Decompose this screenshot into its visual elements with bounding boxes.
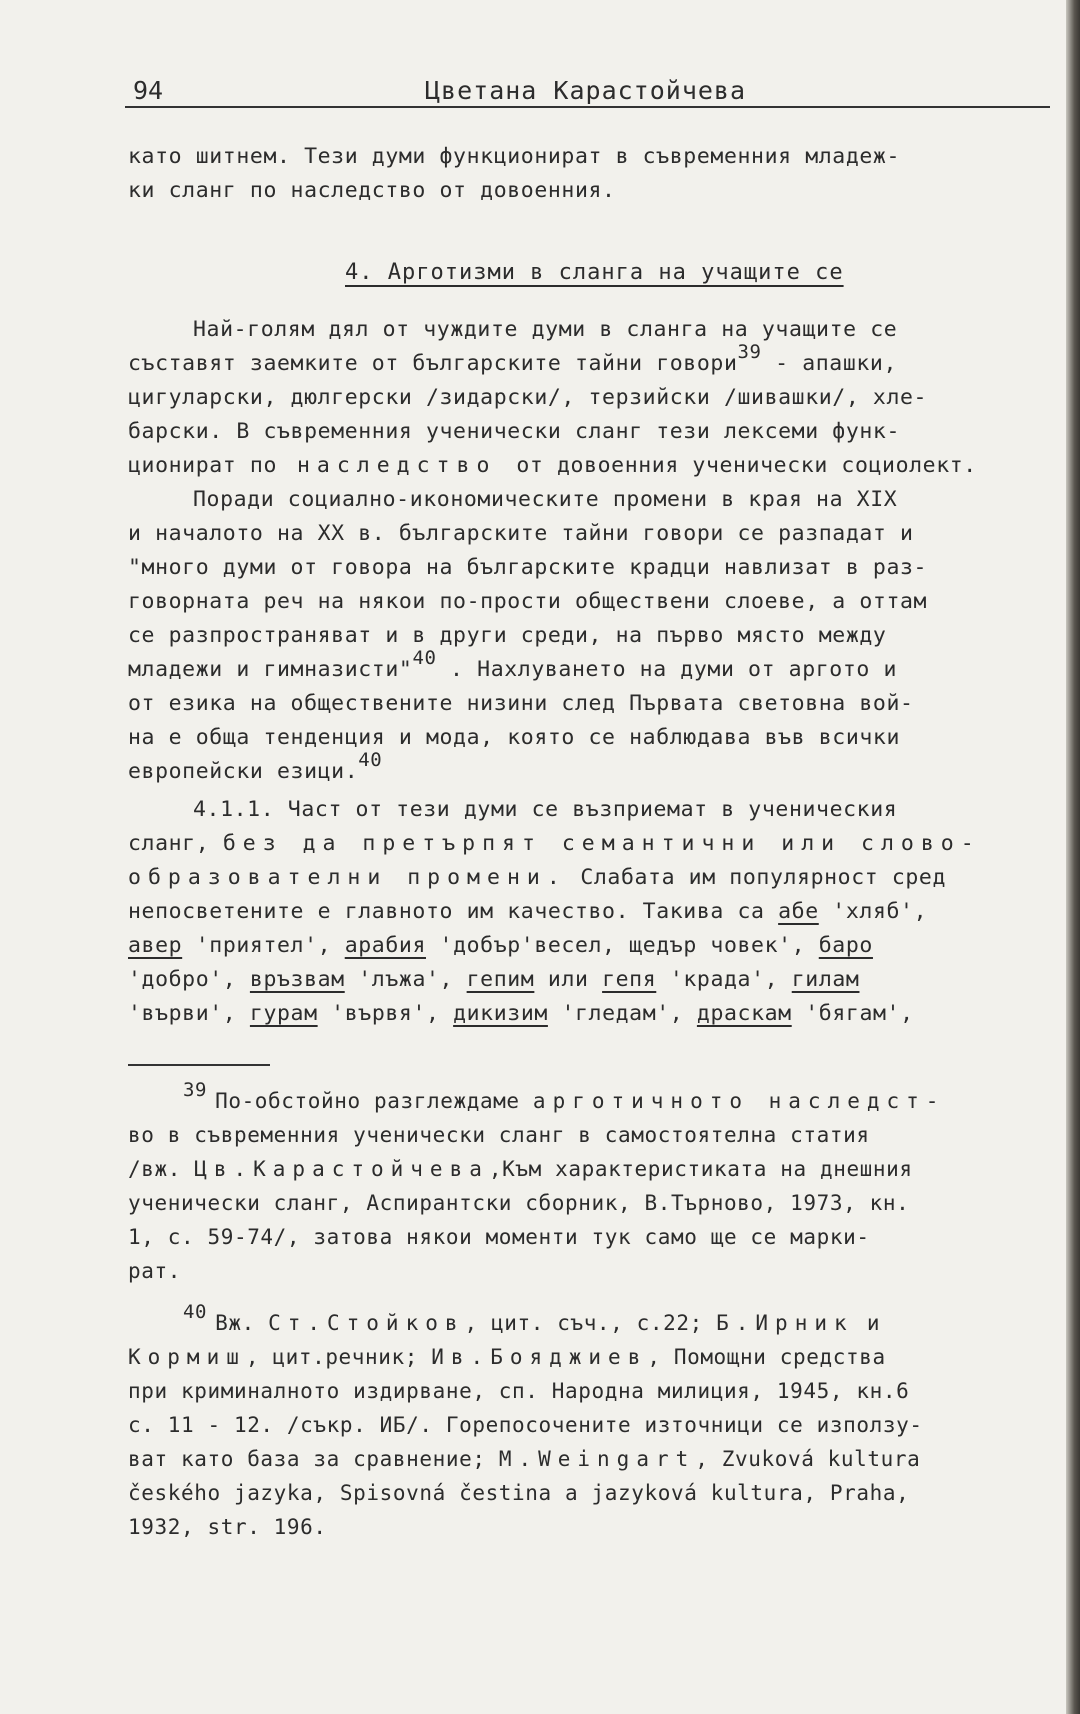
text-line: Кормиш, цит.речник; Ив.Бояджиев, Помощни средства — [128, 1345, 886, 1369]
text-line: českého jazyka, Spisovná čestina a jazyková kultura, Praha, — [128, 1481, 910, 1505]
page-number: 94 — [133, 76, 164, 105]
text-line: барски. В съвременния ученически сланг тези лексеми функ- — [128, 419, 901, 444]
text-line: непосветените е главното им качество. Такива са абе 'хляб', — [128, 899, 928, 924]
page-edge-shadow — [1066, 0, 1080, 1714]
text-line: сланг, без да претърпят семантични или слово- — [128, 831, 981, 856]
text-line: ки сланг по наследство от довоенния. — [128, 178, 616, 203]
footnote-number: 39 — [183, 1079, 208, 1101]
text-line: образователни промени. Слабата им популярност сред — [128, 865, 947, 890]
argot-word: драскам — [696, 1001, 792, 1026]
text-line: Най-голям дял от чуждите думи в сланга на учащите се — [193, 317, 898, 342]
text-line: авер 'приятел', арабия 'добър'весел, щедър човек', баро — [128, 933, 873, 958]
footnote-40 — [128, 1301, 1063, 1544]
argot-word: връзвам — [249, 967, 345, 992]
text-line: 4.1.1. Част от тези думи се възприемат в ученическия — [193, 797, 898, 822]
text-line: Поради социално-икономическите промени в края на XIX — [193, 487, 898, 512]
spaced-text: наследство — [277, 453, 517, 478]
spaced-text: Ст.Стойков — [268, 1311, 465, 1335]
text-line: 39 По-обстойно разглеждаме арготичното наследст- — [183, 1079, 946, 1113]
spaced-text: образователни промени. — [128, 865, 567, 890]
argot-word: гепим — [466, 967, 535, 992]
section-heading: 4. Арготизми в сланга на учащите се — [345, 260, 844, 285]
text-line: 'добро', връзвам 'лъжа', гепим или гепя 'крада', гилам — [128, 967, 860, 992]
text-line: европейски езици.40 — [128, 749, 383, 784]
argot-word: гурам — [249, 1001, 318, 1026]
spaced-text: M.Weingart — [498, 1447, 696, 1471]
text-line: 1, с. 59-74/, затова някои моменти тук само ще се марки- — [128, 1225, 870, 1249]
footnote-separator — [128, 1064, 270, 1066]
text-line: ционират по наследство от довоенния ученически социолект. — [128, 453, 977, 478]
footnote-ref: 40 — [412, 647, 437, 669]
text-line: се разпространяват и в други среди, на първо място между — [128, 623, 887, 648]
text-line: младежи и гимназисти"40 . Нахлуването на думи от аргото и — [128, 647, 898, 682]
text-line: от езика на обществените низини след Първата световна вой- — [128, 691, 914, 716]
text-line: на е обща тенденция и мода, която се наблюдава във всички — [128, 725, 901, 750]
text-line: съставят заемките от българските тайни говори39 - апашки, — [128, 341, 898, 376]
footnote-ref: 39 — [737, 341, 762, 363]
argot-word: гепя — [602, 967, 657, 992]
footnote-39 — [128, 1079, 1063, 1288]
text-line: 1932, str. 196. — [128, 1515, 327, 1539]
intro-paragraph — [128, 140, 1063, 208]
text-line: во в съвременния ученически сланг в самостоятелна статия — [128, 1123, 870, 1147]
author-name: Цветана Карастойчева — [425, 76, 747, 105]
spaced-text: Кормиш — [128, 1345, 246, 1369]
text-line: "много думи от говора на българските крадци навлизат в раз- — [128, 555, 928, 580]
spaced-text: Цв.Карастойчева — [194, 1157, 489, 1181]
text-line: с. 11 - 12. /съкр. ИБ/. Горепосочените източници се използу- — [128, 1413, 923, 1437]
argot-word: баро — [818, 933, 873, 958]
text-line: като шитнем. Тези думи функционират в съвременния младеж- — [128, 144, 901, 169]
footnote-ref: 40 — [358, 749, 383, 771]
paragraph-3 — [128, 793, 1063, 1031]
text-line: рат. — [128, 1259, 181, 1283]
spaced-text: арготичното наследст- — [532, 1089, 946, 1113]
running-header — [125, 72, 1050, 108]
argot-word: дикизим — [453, 1001, 548, 1026]
text-line: цигуларски, дюлгерски /зидарски/, терзийски /шивашки/, хле- — [128, 385, 928, 410]
argot-word: гилам — [791, 967, 860, 992]
argot-word: абе — [778, 899, 819, 924]
spaced-text: Б.Ирник — [716, 1311, 854, 1335]
argot-word: арабия — [344, 933, 426, 958]
argot-word: авер — [128, 933, 183, 958]
footnote-number: 40 — [183, 1301, 208, 1323]
text-line: 40 Вж. Ст.Стойков, цит. съч., с.22; Б.Ирник и — [183, 1301, 881, 1335]
text-line: при криминалното издирване, сп. Народна милиция, 1945, кн.6 — [128, 1379, 910, 1403]
text-line: говорната реч на някои по-прости обществени слоеве, а оттам — [128, 589, 928, 614]
text-line: /вж. Цв.Карастойчева,Към характеристиката на днешния — [128, 1157, 913, 1181]
spaced-text: Ив.Бояджиев — [431, 1345, 648, 1369]
paragraph-2 — [128, 483, 1063, 789]
spaced-text: без да претърпят семантични или слово- — [222, 831, 981, 856]
paragraph-1 — [128, 313, 1063, 483]
text-line: ученически сланг, Аспирантски сборник, В.Търново, 1973, кн. — [128, 1191, 910, 1215]
text-line: и началото на XX в. българските тайни говори се разпадат и — [128, 521, 914, 546]
text-line: 'върви', гурам 'въpвя', дикизим 'гледам', драскам 'бягам', — [128, 1001, 914, 1026]
text-line: ват като база за сравнение; M.Weingart, Zvuková kultura — [128, 1447, 921, 1471]
